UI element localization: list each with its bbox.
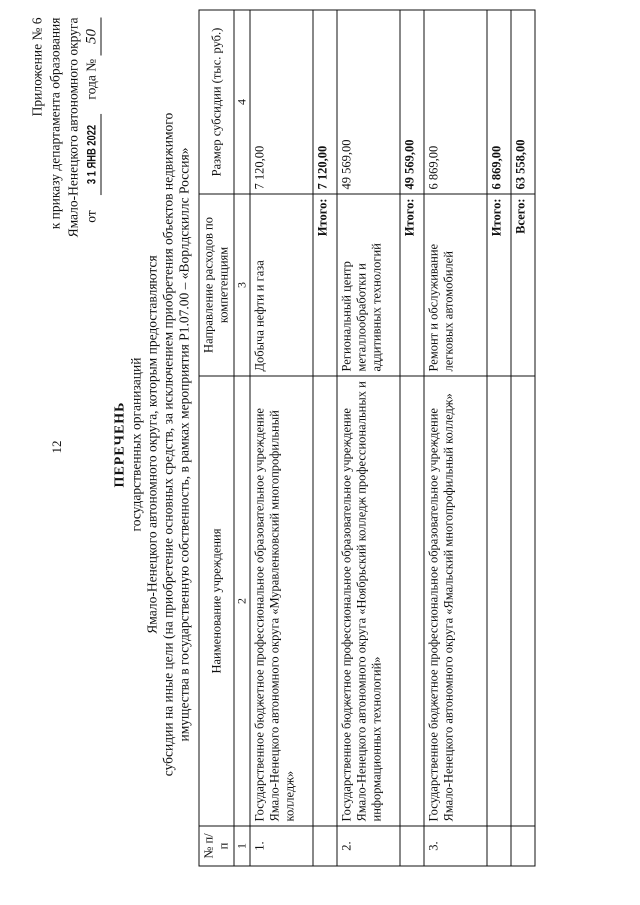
subtotal-value: 6 869,00 — [487, 10, 511, 194]
subtotal-label: Итого: — [313, 194, 337, 376]
header-amount: Размер субсидии (тыс. руб.) — [199, 10, 234, 194]
expense-direction: Региональный центр металлообработки и аддитивных технологий — [337, 194, 400, 376]
institution-name: Государственное бюджетное профессиональное образовательное учреждение Ямало-Ненецкого автономного округа «Ямальский многопрофильный колледж» — [424, 376, 487, 826]
order-number-handwritten: 50 — [83, 18, 102, 56]
heading-line: государственных организаций — [128, 357, 144, 532]
order-date-stamp: 3 1 ЯНВ 2022 — [83, 114, 102, 195]
subtotal-value: 49 569,00 — [400, 10, 424, 194]
order-date-line — [83, 18, 102, 348]
empty-cell — [487, 826, 511, 866]
appendix-line: Приложение № 6 — [29, 17, 45, 117]
page-number: 12 — [49, 440, 64, 454]
empty-cell — [511, 376, 535, 826]
expense-direction: Добыча нефти и газа — [250, 194, 313, 376]
heading-line: имущества в государственную собственность, в рамках мероприятия Р1.07.00 – «Ворлдскиллс Россия» — [176, 147, 192, 742]
expense-direction: Ремонт и обслуживание легковых автомобилей — [424, 194, 487, 376]
subtotal-label: Итого: — [487, 194, 511, 376]
empty-cell — [313, 376, 337, 826]
document-heading — [113, 45, 193, 845]
table-header-row — [199, 10, 234, 866]
grand-total-value: 63 558,00 — [511, 10, 535, 194]
row-number: 3. — [424, 826, 487, 866]
grand-total-label: Всего: — [511, 194, 535, 376]
document-page — [21, 0, 621, 885]
empty-cell — [400, 376, 424, 826]
year-word: года № — [83, 58, 99, 100]
subsidy-amount: 7 120,00 — [250, 10, 313, 194]
date-prefix: от — [83, 210, 99, 223]
table-row — [337, 10, 400, 866]
table-row — [424, 10, 487, 866]
column-index: 2 — [234, 376, 250, 826]
subtotal-value: 7 120,00 — [313, 10, 337, 194]
table-row — [250, 10, 313, 866]
subsidy-amount: 49 569,00 — [337, 10, 400, 194]
document-title: ПЕРЕЧЕНЬ — [112, 401, 128, 488]
empty-cell — [313, 826, 337, 866]
row-number: 2. — [337, 826, 400, 866]
appendix-line: к приказу департамента образования — [47, 17, 63, 230]
header-direction: Направление расходов по компетенциям — [199, 194, 234, 376]
empty-cell — [511, 826, 535, 866]
column-index: 1 — [234, 826, 250, 866]
subsidy-amount: 6 869,00 — [424, 10, 487, 194]
institution-name: Государственное бюджетное профессиональное образовательное учреждение Ямало-Ненецкого автономного округа «Муравленковский многопрофильный колледж» — [250, 376, 313, 826]
column-index-row — [234, 10, 250, 866]
appendix-block — [29, 18, 102, 348]
grand-total-row — [511, 10, 535, 866]
institution-name: Государственное бюджетное профессиональное образовательное учреждение Ямало-Ненецкого автономного округа «Ноябрьский колледж профессиональных и информационных технологий» — [337, 376, 400, 826]
empty-cell — [400, 826, 424, 866]
header-name: Наименование учреждения — [199, 376, 234, 826]
subtotal-row — [487, 10, 511, 866]
heading-line: Ямало-Ненецкого автономного округа, которым предоставляются — [144, 255, 160, 634]
subtotal-row — [313, 10, 337, 866]
appendix-line: Ямало-Ненецкого автономного округа — [65, 17, 81, 238]
subtotal-label: Итого: — [400, 194, 424, 376]
heading-line: субсидии на иные цели (на приобретение основных средств, за исключением приобретения объектов недвижимого — [160, 112, 176, 777]
header-num: № п/п — [199, 826, 234, 866]
subsidy-table — [199, 10, 536, 867]
row-number: 1. — [250, 826, 313, 866]
column-index: 4 — [234, 10, 250, 194]
subtotal-row — [400, 10, 424, 866]
empty-cell — [487, 376, 511, 826]
column-index: 3 — [234, 194, 250, 376]
